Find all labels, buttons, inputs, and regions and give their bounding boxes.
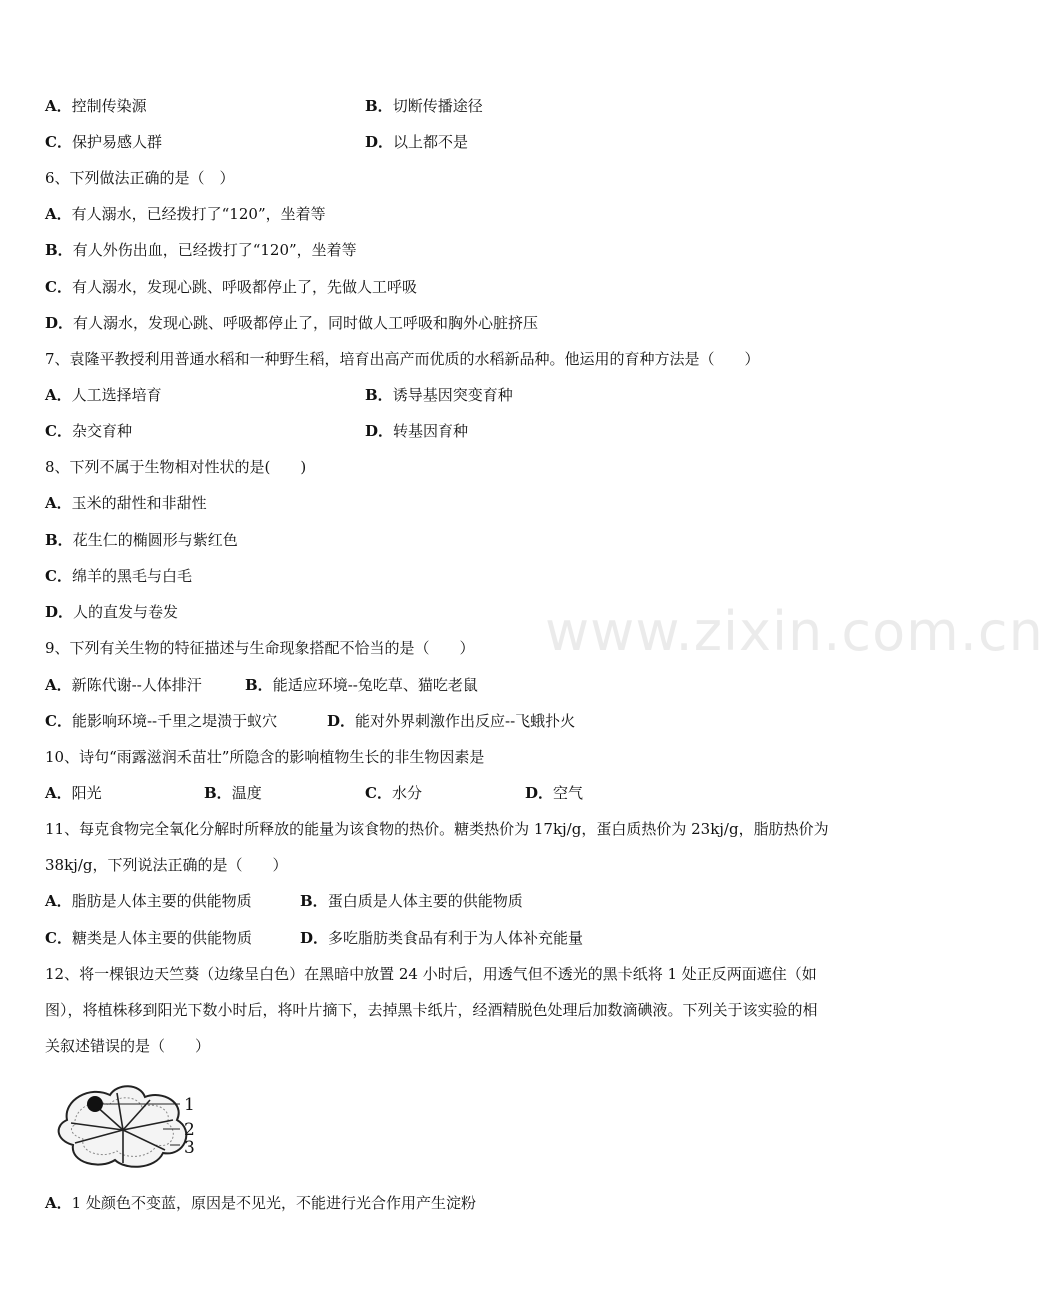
q6-option-b: B．有人外伤出血，已经拨打了“120”，坐着等 — [45, 241, 357, 259]
q12-stem-line-3: 关叙述错误的是（ ） — [45, 1037, 211, 1055]
black-card-spot — [87, 1096, 103, 1112]
q5-option-d: D．以上都不是 — [365, 133, 469, 151]
q12-option-a: A．1 处颜色不变蓝，原因是不见光，不能进行光合作用产生淀粉 — [45, 1194, 476, 1212]
q7-stem: 7、袁隆平教授利用普通水稻和一种野生稻，培育出高产而优质的水稻新品种。他运用的育种方法是（ ） — [45, 350, 760, 368]
q10-stem: 10、诗句“雨露滋润禾苗壮”所隐含的影响植物生长的非生物因素是 — [45, 748, 485, 766]
q6-option-a: A．有人溺水，已经拨打了“120”，坐着等 — [45, 205, 326, 223]
q11-stem-line-2: 38kj/g，下列说法正确的是（ ） — [45, 856, 288, 874]
q10-option-c: C．水分 — [365, 784, 422, 802]
q6-option-c: C．有人溺水，发现心跳、呼吸都停止了，先做人工呼吸 — [45, 278, 417, 296]
leaf-diagram — [45, 1075, 240, 1175]
q10-option-d: D．空气 — [525, 784, 584, 802]
q12-stem-line-1: 12、将一棵银边天竺葵（边缘呈白色）在黑暗中放置 24 小时后，用透气但不透光的黑卡纸将 1 处正反两面遮住（如 — [45, 965, 817, 983]
figure-label-3: 3 — [184, 1138, 195, 1158]
q5-option-b: B．切断传播途径 — [365, 97, 483, 115]
q8-option-b: B．花生仁的椭圆形与紫红色 — [45, 531, 238, 549]
q11-stem-line-1: 11、每克食物完全氧化分解时所释放的能量为该食物的热价。糖类热价为 17kj/g，蛋白质热价为 23kj/g，脂肪热价为 — [45, 820, 829, 838]
watermark: www.zixin.com.cn — [545, 600, 1044, 663]
q11-option-a: A．脂肪是人体主要的供能物质 — [45, 892, 252, 910]
q10-option-b: B．温度 — [204, 784, 262, 802]
q8-option-d: D．人的直发与卷发 — [45, 603, 179, 621]
q8-stem: 8、下列不属于生物相对性状的是( ) — [45, 458, 307, 476]
q10-option-a: A．阳光 — [45, 784, 102, 802]
q7-option-d: D．转基因育种 — [365, 422, 469, 440]
q5-option-a: A．控制传染源 — [45, 97, 147, 115]
q5-option-c: C．保护易感人群 — [45, 133, 162, 151]
q7-option-c: C．杂交育种 — [45, 422, 132, 440]
q8-option-a: A．玉米的甜性和非甜性 — [45, 494, 207, 512]
q11-option-d: D．多吃脂肪类食品有利于为人体补充能量 — [300, 929, 584, 947]
q6-option-d: D．有人溺水，发现心跳、呼吸都停止了，同时做人工呼吸和胸外心脏挤压 — [45, 314, 539, 332]
q11-option-c: C．糖类是人体主要的供能物质 — [45, 929, 252, 947]
q8-option-c: C．绵羊的黑毛与白毛 — [45, 567, 192, 585]
q9-option-c: C．能影响环境--千里之堤溃于蚁穴 — [45, 712, 278, 730]
q6-stem: 6、下列做法正确的是（ ） — [45, 169, 235, 187]
leaf-figure — [45, 1075, 240, 1175]
q9-option-d: D．能对外界刺激作出反应--飞蛾扑火 — [327, 712, 576, 730]
q7-option-b: B．诱导基因突变育种 — [365, 386, 513, 404]
q7-option-a: A．人工选择培育 — [45, 386, 162, 404]
figure-label-1: 1 — [184, 1095, 195, 1115]
figure-label-2: 2 — [184, 1120, 195, 1140]
q11-option-b: B．蛋白质是人体主要的供能物质 — [300, 892, 523, 910]
q9-option-b: B．能适应环境--兔吃草、猫吃老鼠 — [245, 676, 478, 694]
q12-stem-line-2: 图），将植株移到阳光下数小时后，将叶片摘下，去掉黑卡纸片，经酒精脱色处理后加数滴碘液。下列关于该实验的相 — [45, 1001, 818, 1019]
q9-stem: 9、下列有关生物的特征描述与生命现象搭配不恰当的是（ ） — [45, 639, 475, 657]
q9-option-a: A．新陈代谢--人体排汗 — [45, 676, 202, 694]
